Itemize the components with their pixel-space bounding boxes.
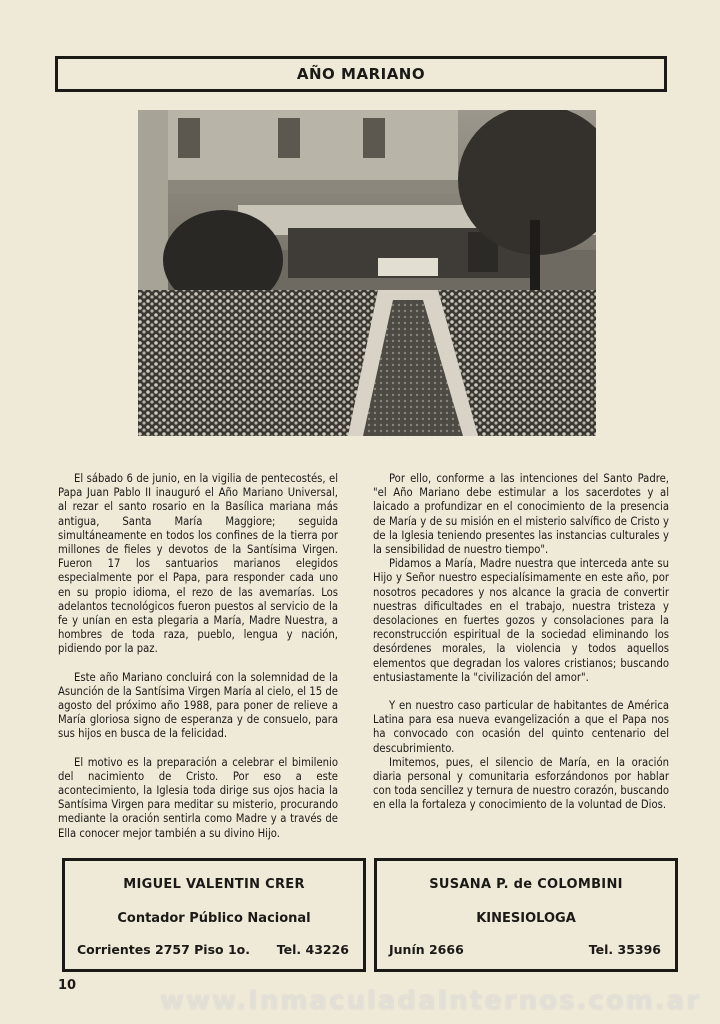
ad-phone: Tel. 43226 — [276, 942, 349, 957]
ceremony-photo — [138, 110, 596, 436]
ad-address: Junín 2666 — [389, 942, 464, 957]
ad-phone: Tel. 35396 — [588, 942, 661, 957]
section-title-text: AÑO MARIANO — [296, 65, 426, 83]
article-paragraph: Imitemos, pues, el silencio de María, en la oración diaria personal y comunitaria esforzándonos por hablar con toda sencillez y ternura de nuestro corazón, buscando en ella la fortaleza y conocimiento de la voluntad de Dios. — [373, 755, 669, 812]
ad-name: MIGUEL VALENTIN CRER — [123, 877, 305, 892]
section-title — [55, 56, 667, 92]
ad-name: SUSANA P. de COLOMBINI — [429, 877, 623, 892]
article-paragraph: Pidamos a María, Madre nuestra que interceda ante su Hijo y Señor nuestro especialísimamente en este año, por nosotros pecadores y nos alcance la gracia de convertir nuestras dificultades en el trabajo, nuestra tristeza y desolaciones en fuertes gozos y consolaciones para la reconstrucción espiritual de la sociedad eliminando los desórdenes morales, la violencia y todos aquellos elementos que degradan los valores cristianos; buscando entusiastamente la "civilización del amor". — [373, 557, 669, 684]
article-left-column — [58, 472, 338, 841]
article-paragraph: Este año Mariano concluirá con la solemnidad de la Asunción de la Santísima Virgen María al cielo, el 15 de agosto del próximo año 1988, para poner de relieve a María gloriosa signo de esperanza y de consuelo, para sus hijos en busca de la felicidad. — [58, 670, 338, 741]
page-number: 10 — [58, 978, 77, 993]
article-paragraph: Por ello, conforme a las intenciones del Santo Padre, "el Año Mariano debe estimular a los sacerdotes y al laicado a profundizar en el conocimiento de la presencia de María y de su misión en el misterio salvífico de Cristo y de la Iglesia teniendo presentes las instancias culturales y la sensibilidad de nuestro tiempo". — [373, 472, 669, 557]
ad-address: Corrientes 2757 Piso 1o. — [77, 942, 250, 957]
site-watermark: www.InmaculadaInternos.com.ar — [160, 986, 702, 1016]
article-right-column — [373, 472, 669, 813]
ad-profession: Contador Público Nacional — [117, 911, 311, 926]
ad-profession: KINESIOLOGA — [476, 911, 576, 926]
ad-card-accountant — [62, 858, 366, 972]
article-paragraph: El motivo es la preparación a celebrar el bimilenio del nacimiento de Cristo. Por eso a este acontecimiento, la Iglesia toda dirige sus ojos hacia la Santísima Virgen para meditar su misterio, procurando mediante la oración sentirla como Madre y a través de Ella conocer mejor también a su divino Hijo. — [58, 755, 338, 840]
article-paragraph: Y en nuestro caso particular de habitantes de América Latina para esa nueva evangelización a que el Papa nos ha convocado con ocasión del quinto centenario del descubrimiento. — [373, 699, 669, 755]
photo-ceremony-icon — [138, 110, 596, 436]
ad-card-kinesiologist — [374, 858, 678, 972]
article-paragraph: El sábado 6 de junio, en la vigilia de pentecostés, el Papa Juan Pablo II inauguró el Año Mariano Universal, al rezar el santo rosario en la Basílica mariana más antigua, Santa María Maggiore; seguida simultáneamente en todos los confines de la tierra por millones de fieles y devotos de la Santísima Virgen. Fueron 17 los santuarios marianos elegidos especialmente por el Papa, para responder cada uno en su propio idioma, el rezo de las avemarías. Los adelantos tecnológicos fueron puestos al servicio de la fe y unían en esta plegaria a María, Madre Nuestra, a hombres de toda raza, pueblo, lengua y nación, pidiendo por la paz. — [58, 472, 338, 656]
